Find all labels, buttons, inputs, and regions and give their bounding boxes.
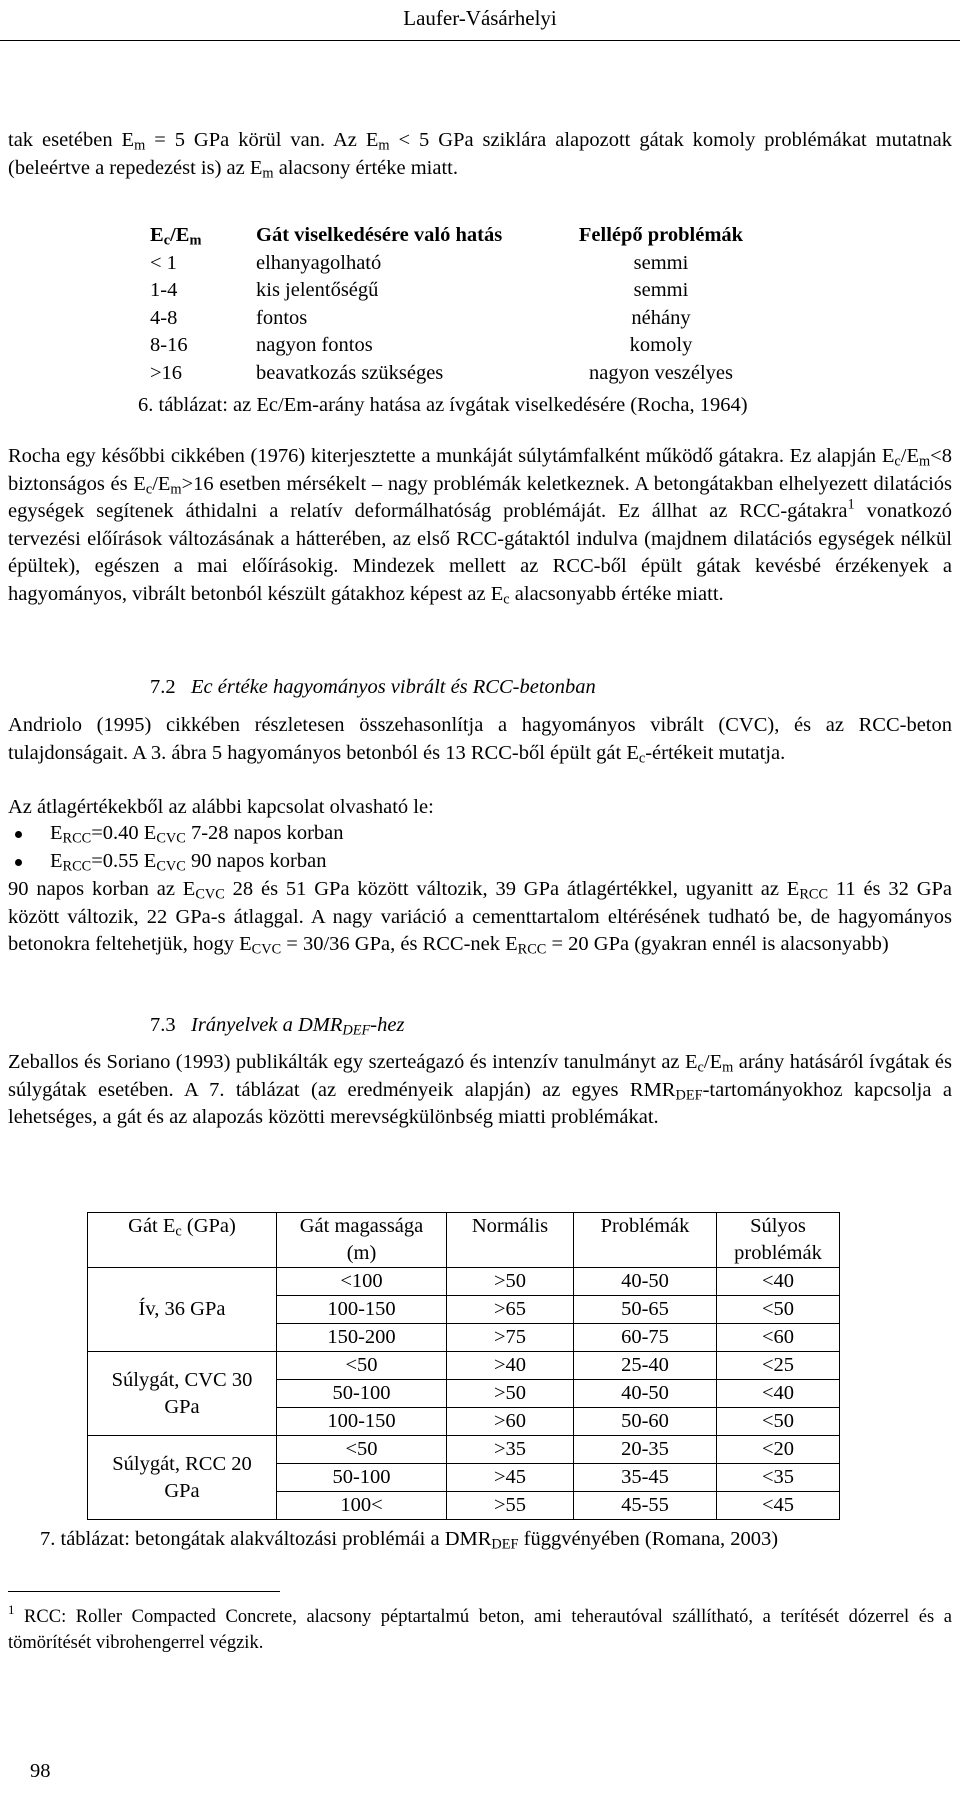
- table-row: 100< >55 45-55 <45: [88, 1492, 840, 1520]
- table-row: 50-100 >45 35-45 <35: [88, 1464, 840, 1492]
- table-row: 1-4 kis jelentőségű semmi: [150, 279, 689, 302]
- table-row: Súlygát, RCC 20 GPa <50 >35 20-35 <20: [88, 1436, 840, 1464]
- paragraph-zeballos: Zeballos és Soriano (1993) publikálták egy szerteágazó és intenzív tanulmányt az $E_c/E_m$ arány hatásáról ívgátak és súlygátak esetében. A 7. táblázat (az eredményeik alapján) az egyes $RMR_{DEF}$-tartományokhoz kapcsolja a lehetséges, a gát és az alapozás közötti merevségkülönbség miatti problémákat.: [8, 1051, 953, 1129]
- table-7: [87, 1212, 840, 1520]
- table-row: Ív, 36 GPa <100 >50 40-50 <40: [88, 1268, 840, 1296]
- table-7-col-normal: Normális: [447, 1213, 574, 1268]
- dam-type-cell: Súlygát, CVC 30 GPa: [88, 1352, 277, 1436]
- relation-list: [8, 820, 344, 875]
- table-6-col-problems: Fellépő problémák: [578, 224, 744, 246]
- list-item: $E_{RCC}=0.40$ $E_{CVC}$ 7-28 napos korban: [8, 820, 344, 848]
- header-rule: [0, 40, 960, 41]
- footnote-ref: 1: [847, 496, 855, 513]
- paragraph-andriolo: Andriolo (1995) cikkében részletesen összehasonlítja a hagyományos vibrált (CVC), és az RCC-beton tulajdonságait. A 3. ábra 5 hagyományos betonból és 13 RCC-ből épült gát $E_c$-értékeit mutatja.: [8, 714, 952, 767]
- table-7-col-height: Gát magassága (m): [277, 1213, 447, 1268]
- table-7-caption: 7. táblázat: betongátak alakváltozási problémái a $DMR_{DEF}$ függvényében (Romana, 2003): [40, 1528, 779, 1553]
- page-number: 98: [30, 1760, 51, 1782]
- table-row: 100-150 >65 50-65 <50: [88, 1296, 840, 1324]
- paragraph-rocha: Rocha egy későbbi cikkében (1976) kiterjesztette a munkáját súlytámfalként működő gátakra. Ez alapján $E_c/E_m<8$ biztonságos és $E_c/E_m>16$ esetben mérsékelt – nagy problémák keletkeznek. A betongátakban elhelyezett dilatációs egységek segítenek áthidalni a relatív deformálhatóság problémáját. Ez állhat az RCC-gátakra$^1$ vonatkozó tervezési előírások változásának a hátterében, az első RCC-gátaktól indulva (majdnem dilatációs egységek nélkül épültek), egészen a mai előírásokig. Mindezek mellett az RCC-ből épült gátak kevésbé érzékenyek a hagyományos, vibrált betonból készült gátakhoz képest az $E_c$ alacsonyabb értéke miatt.: [8, 445, 953, 608]
- running-header: Laufer-Vásárhelyi: [403, 6, 557, 30]
- table-6: [150, 222, 766, 388]
- section-heading-7-2: 7.2 Ec értéke hagyományos vibrált és RCC-betonban: [150, 676, 596, 698]
- paragraph-averages: Az átlagértékekből az alábbi kapcsolat olvasható le:: [8, 796, 434, 818]
- table-7-header: [88, 1213, 840, 1268]
- dam-type-cell: Ív, 36 GPa: [88, 1268, 277, 1352]
- table-6-col-effect: Gát viselkedésére való hatás: [256, 224, 503, 246]
- table-row: 150-200 >75 60-75 <60: [88, 1324, 840, 1352]
- table-6-col-ratio: $E_c/E_m$: [150, 224, 202, 249]
- table-row: >16 beavatkozás szükséges nagyon veszélyes: [150, 361, 734, 384]
- table-7-col-severe: Súlyos problémák: [717, 1213, 840, 1268]
- table-row: 50-100 >50 40-50 <40: [88, 1380, 840, 1408]
- table-6-caption: 6. táblázat: az Ec/Em-arány hatása az ívgátak viselkedésére (Rocha, 1964): [138, 394, 748, 416]
- list-item: $E_{RCC}=0.55$ $E_{CVC}$ 90 napos korban: [8, 848, 344, 876]
- bullet-icon: [15, 859, 22, 866]
- dam-type-cell: Súlygát, RCC 20 GPa: [88, 1436, 277, 1520]
- paragraph-intro: tak esetében $E_m = 5$ GPa körül van. Az $E_m < 5$ GPa sziklára alapozott gátak komoly problémákat mutatnak (beleértve a repedezést is) az $E_m$ alacsony értéke miatt.: [8, 129, 952, 182]
- table-7-col-dam: Gát $E_c$ (GPa): [88, 1213, 277, 1268]
- table-row: 100-150 >60 50-60 <50: [88, 1408, 840, 1436]
- table-row: 4-8 fontos néhány: [150, 306, 691, 329]
- table-6-header: [150, 222, 766, 250]
- section-heading-7-3: 7.3 Irányelvek a $DMR_{DEF}$-hez: [150, 1014, 405, 1039]
- bullet-icon: [15, 831, 22, 838]
- table-row: Súlygát, CVC 30 GPa <50 >40 25-40 <25: [88, 1352, 840, 1380]
- table-row: < 1 elhanyagolható semmi: [150, 251, 689, 274]
- paragraph-90-days: 90 napos korban az $E_{CVC}$ 28 és 51 GPa között változik, 39 GPa átlagértékkel, ugyanitt az $E_{RCC}$ 11 és 32 GPa között változik, 22 GPa-s átlaggal. A nagy variáció a cementtartalom eltérésének tudható be, de hagyományos betonokra feltehetjük, hogy $E_{CVC} = 30/36$ GPa, és RCC-nek $E_{RCC} = 20$ GPa (gyakran ennél is alacsonyabb): [8, 878, 952, 958]
- footnote: $^1$ RCC: Roller Compacted Concrete, alacsony péptartalmú beton, ami teherautóval szállítható, a terítését dózerrel és a tömörítését vibrohengerrel végzik.: [8, 1602, 952, 1653]
- table-7-col-problems: Problémák: [574, 1213, 717, 1268]
- footnote-rule: [8, 1591, 280, 1592]
- table-row: 8-16 nagyon fontos komoly: [150, 334, 693, 357]
